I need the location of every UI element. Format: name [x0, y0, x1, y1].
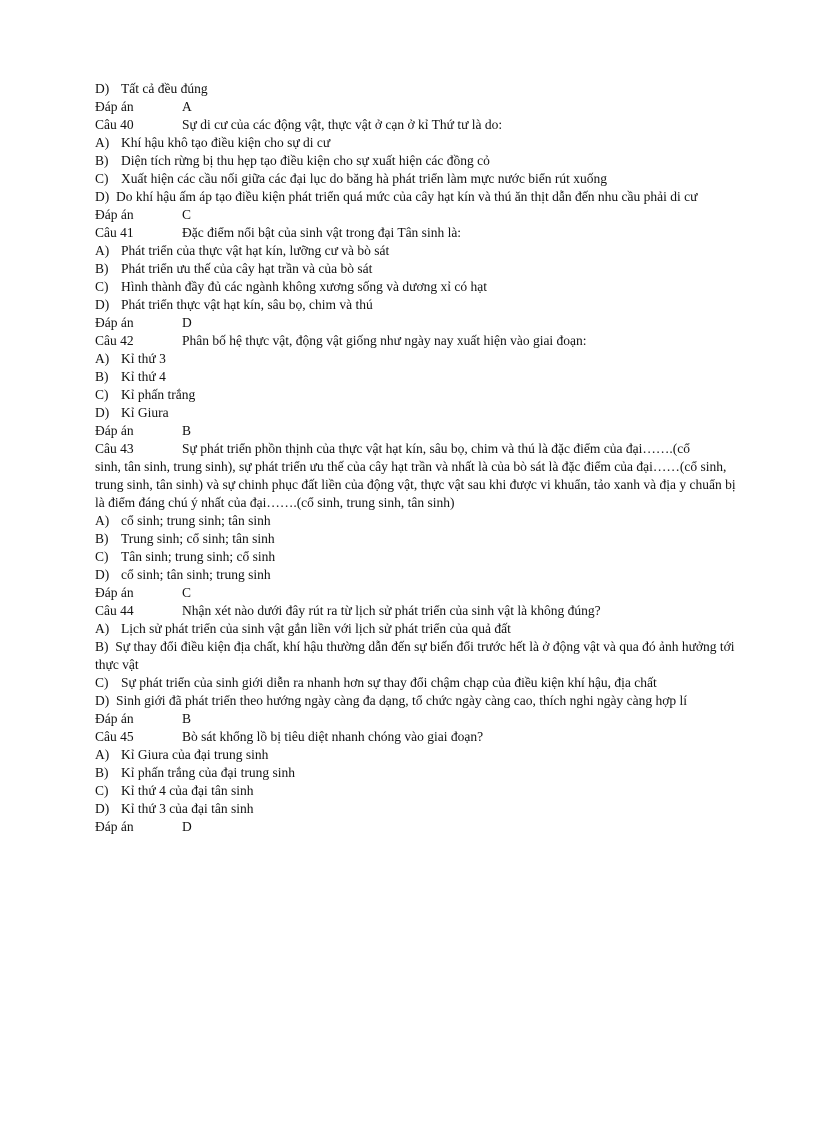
option-key: A): [95, 351, 110, 366]
option-line: [95, 566, 740, 584]
answer-value: D: [182, 315, 192, 330]
answer-label: Đáp án: [95, 585, 134, 600]
answer-line: [95, 98, 740, 116]
answer-label: Đáp án: [95, 819, 134, 834]
answer-line: [95, 818, 740, 836]
option-text: Phát triển ưu thế của cây hạt trần và của bò sát: [121, 261, 373, 276]
option-line: [95, 170, 740, 188]
option-text: Kỉ thứ 4 của đại tân sinh: [121, 783, 254, 798]
answer-value: D: [182, 819, 192, 834]
answer-value: B: [182, 711, 192, 726]
option-text: Tất cả đều đúng: [121, 81, 208, 96]
option-key: D): [95, 405, 110, 420]
option-key: A): [95, 621, 110, 636]
option-line: [95, 674, 740, 692]
answer-value: A: [182, 99, 192, 114]
option-text: Kỉ thứ 4: [121, 369, 166, 384]
answer-value: B: [182, 423, 192, 438]
answer-line: [95, 314, 740, 332]
option-key: A): [95, 747, 110, 762]
option-text: Hình thành đầy đủ các ngành không xương sống và dương xỉ có hạt: [121, 279, 487, 294]
option-key: B): [95, 765, 109, 780]
question-text: Bò sát khổng lồ bị tiêu diệt nhanh chóng vào giai đoạn?: [182, 729, 484, 744]
option-key: C): [95, 279, 109, 294]
option-line-wrapped: [95, 638, 740, 674]
option-key: C): [95, 783, 109, 798]
question-header: [95, 224, 740, 242]
option-line: [95, 242, 740, 260]
option-key: A): [95, 513, 110, 528]
option-text: Khí hậu khô tạo điều kiện cho sự di cư: [121, 135, 331, 150]
option-line: [95, 512, 740, 530]
option-line: [95, 530, 740, 548]
option-text: Xuất hiện các cầu nối giữa các đại lục do băng hà phát triển làm mực nước biển rút xuống: [121, 171, 608, 186]
answer-value: C: [182, 585, 192, 600]
option-text: cổ sinh; trung sinh; tân sinh: [121, 513, 271, 528]
question-header: [95, 440, 740, 458]
option-text: Kỉ phấn trắng: [121, 387, 196, 402]
option-line: [95, 620, 740, 638]
option-text: Kỉ thứ 3: [121, 351, 166, 366]
option-key: C): [95, 549, 109, 564]
option-text: Trung sinh; cổ sinh; tân sinh: [121, 531, 275, 546]
option-text: Lịch sử phát triển của sinh vật gắn liền với lịch sử phát triển của quả đất: [121, 621, 511, 636]
option-key: A): [95, 135, 110, 150]
option-key: D): [95, 801, 110, 816]
option-line-wrapped: [95, 188, 740, 206]
question-header: [95, 728, 740, 746]
option-text: Diện tích rừng bị thu hẹp tạo điều kiện cho sự xuất hiện các đồng cỏ: [121, 153, 490, 168]
option-line: [95, 764, 740, 782]
option-line: [95, 404, 740, 422]
answer-value: C: [182, 207, 192, 222]
option-text: Kỉ thứ 3 của đại tân sinh: [121, 801, 254, 816]
option-line: [95, 278, 740, 296]
answer-line: [95, 422, 740, 440]
option-key: C): [95, 675, 109, 690]
question-text: Phân bố hệ thực vật, động vật giống như ngày nay xuất hiện vào giai đoạn:: [182, 333, 587, 348]
answer-label: Đáp án: [95, 423, 134, 438]
answer-line: [95, 710, 740, 728]
answer-label: Đáp án: [95, 99, 134, 114]
answer-line: [95, 206, 740, 224]
question-label: Câu 43: [95, 441, 134, 456]
question-label: Câu 41: [95, 225, 134, 240]
question-text: Sự phát triển phồn thịnh của thực vật hạt kín, sâu bọ, chim và thú là đặc điểm của đại…….(cổ: [182, 441, 691, 456]
option-key: B): [95, 639, 109, 654]
option-key: D): [95, 297, 110, 312]
option-line: [95, 782, 740, 800]
question-text: Sự di cư của các động vật, thực vật ở cạn ở kỉ Thứ tư là do:: [182, 117, 503, 132]
option-key: C): [95, 387, 109, 402]
option-key: B): [95, 531, 109, 546]
option-line: [95, 800, 740, 818]
question-label: Câu 42: [95, 333, 134, 348]
option-key: D): [95, 81, 110, 96]
option-text: Sinh giới đã phát triển theo hướng ngày càng đa dạng, tổ chức ngày càng cao, thích nghi ngày càng hợp lí: [116, 693, 688, 708]
answer-label: Đáp án: [95, 207, 134, 222]
question-header: [95, 602, 740, 620]
option-text: Phát triển của thực vật hạt kín, lưỡng cư và bò sát: [121, 243, 390, 258]
option-text: Tân sinh; trung sinh; cổ sinh: [121, 549, 276, 564]
option-line: [95, 296, 740, 314]
question-text-continued: sinh, tân sinh, trung sinh), sự phát triển ưu thế của cây hạt trần và nhất là của bò sát là đặc điểm của đại……(cổ sinh, trung sinh, tân sinh) và sự chinh phục đất liền của động vật, thực vật sau khi được vi khuẩn, tảo xanh và địa y chuẩn bị là điểm đáng chú ý nhất của đại…….(cổ sinh, trung sinh, tân sinh): [95, 459, 736, 510]
option-line: [95, 386, 740, 404]
question-text: Đặc điểm nổi bật của sinh vật trong đại Tân sinh là:: [182, 225, 462, 240]
option-text: Do khí hậu ấm áp tạo điều kiện phát triển quá mức của cây hạt kín và thú ăn thịt dẫn đến nhu cầu phải di cư: [116, 189, 698, 204]
question-label: Câu 44: [95, 603, 134, 618]
option-text: Kỉ Giura: [121, 405, 169, 420]
option-text: Kỉ phấn trắng của đại trung sinh: [121, 765, 295, 780]
option-line: [95, 368, 740, 386]
answer-label: Đáp án: [95, 711, 134, 726]
option-key: D): [95, 693, 110, 708]
option-text: cổ sinh; tân sinh; trung sinh: [121, 567, 271, 582]
option-text: Kỉ Giura của đại trung sinh: [121, 747, 269, 762]
option-key: B): [95, 369, 109, 384]
option-line: [95, 80, 740, 98]
option-line: [95, 134, 740, 152]
question-label: Câu 40: [95, 117, 134, 132]
question-header: [95, 116, 740, 134]
answer-label: Đáp án: [95, 315, 134, 330]
option-text: Sự thay đổi điều kiện địa chất, khí hậu thường dẫn đến sự biến đổi trước hết là ở động vật và qua đó ảnh hưởng tới thực vật: [95, 639, 735, 672]
question-header: [95, 332, 740, 350]
option-line: [95, 152, 740, 170]
option-key: D): [95, 567, 110, 582]
option-line: [95, 548, 740, 566]
option-line: [95, 746, 740, 764]
question-text: Nhận xét nào dưới đây rút ra từ lịch sử phát triển của sinh vật là không đúng?: [182, 603, 601, 618]
answer-line: [95, 584, 740, 602]
option-line: [95, 260, 740, 278]
option-key: D): [95, 189, 110, 204]
option-line: [95, 350, 740, 368]
option-key: A): [95, 243, 110, 258]
option-line-wrapped: [95, 692, 740, 710]
option-key: B): [95, 153, 109, 168]
option-key: C): [95, 171, 109, 186]
option-text: Sự phát triển của sinh giới diễn ra nhanh hơn sự thay đổi chậm chạp của điều kiện khí hậu, địa chất: [121, 675, 657, 690]
document-page: [95, 80, 740, 836]
question-label: Câu 45: [95, 729, 134, 744]
option-text: Phát triển thực vật hạt kín, sâu bọ, chim và thú: [121, 297, 373, 312]
option-key: B): [95, 261, 109, 276]
